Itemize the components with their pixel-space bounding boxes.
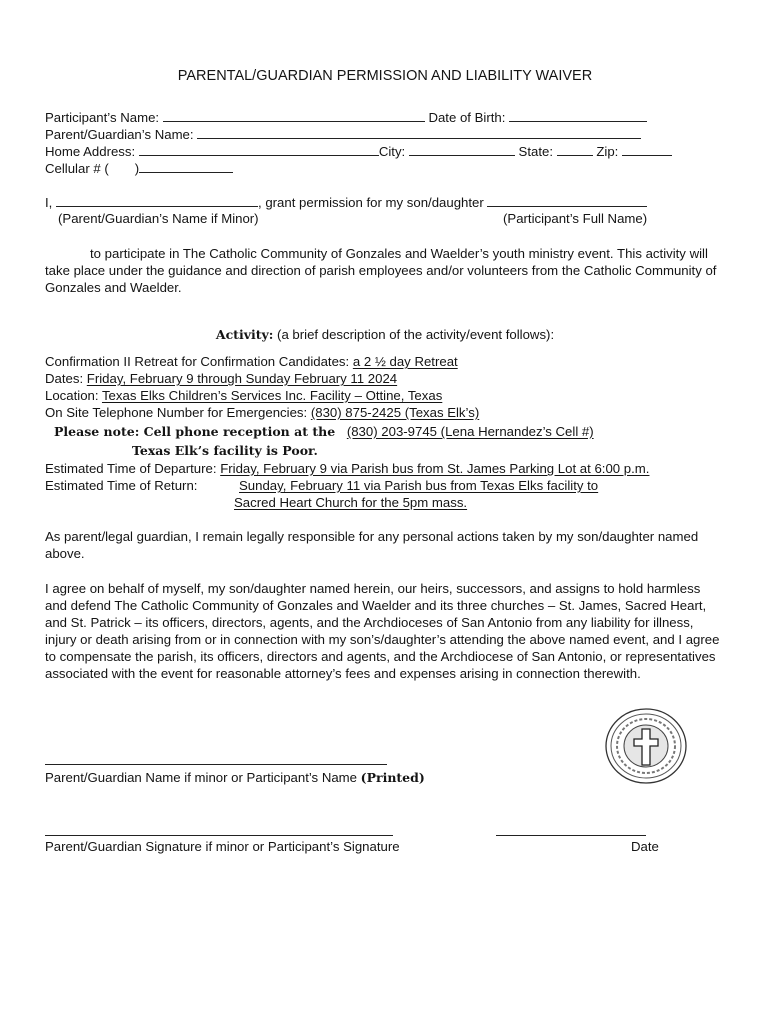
location-label: Location:: [45, 388, 99, 403]
phone-value: (830) 875-2425 (Texas Elk’s): [310, 405, 480, 420]
printed-name-line[interactable]: [45, 764, 387, 765]
cellular-close: ): [134, 161, 140, 176]
responsibility-paragraph: As parent/legal guardian, I remain legally responsible for any personal actions taken by my son/daughter named above.: [45, 529, 699, 561]
date-line[interactable]: [496, 835, 646, 836]
participant-full-name-field[interactable]: [487, 194, 647, 207]
cellular-row: [45, 160, 233, 177]
departure-label: Estimated Time of Departure:: [45, 461, 217, 476]
participant-name-field[interactable]: [163, 109, 425, 122]
parent-name-grant-field[interactable]: [56, 194, 258, 207]
note-row: [54, 423, 594, 440]
note-phone: (830) 203-9745 (Lena Hernandez’s Cell #): [346, 424, 594, 439]
signature-label: Parent/Guardian Signature if minor or Participant’s Signature: [45, 839, 400, 854]
dates-label: Dates:: [45, 371, 84, 386]
date-of-birth-field[interactable]: [509, 109, 647, 122]
participant-name-row: [45, 109, 647, 126]
phone-label: On Site Telephone Number for Emergencies:: [45, 405, 308, 420]
state-label: State:: [518, 144, 554, 159]
area-code-field[interactable]: [109, 161, 135, 173]
activity-heading-note: (a brief description of the activity/event follows):: [277, 327, 555, 342]
activity-heading: Activity:: [215, 327, 274, 342]
address-row: [45, 143, 672, 160]
date-label: Date: [631, 839, 659, 854]
location-value: Texas Elks Children’s Services Inc. Facility – Ottine, Texas: [101, 388, 443, 403]
location-row: [45, 387, 442, 404]
activity-heading-row: [0, 326, 770, 343]
departure-value: Friday, February 9 via Parish bus from St. James Parking Lot at 6:00 p.m.: [220, 461, 650, 476]
phone-row: [45, 404, 479, 421]
departure-row: [45, 460, 649, 477]
signature-line[interactable]: [45, 835, 393, 836]
zip-label: Zip:: [596, 144, 619, 159]
retreat-row: [45, 353, 458, 370]
return-value-1: Sunday, February 11 via Parish bus from Texas Elks facility to: [239, 478, 599, 493]
zip-field[interactable]: [622, 143, 672, 156]
printed-name-caption: [45, 769, 425, 786]
city-label: City:: [378, 144, 406, 159]
state-field[interactable]: [557, 143, 593, 156]
home-address-field[interactable]: [139, 143, 379, 156]
note-line-1: Please note: Cell phone reception at the: [54, 424, 336, 439]
grant-row: [45, 194, 647, 211]
home-address-label: Home Address:: [45, 144, 136, 159]
printed-tag: (Printed): [360, 770, 425, 785]
i-label: I,: [45, 195, 53, 210]
participant-caption: (Participant’s Full Name): [503, 211, 648, 226]
waiver-paragraph: I agree on behalf of myself, my son/daughter named herein, our heirs, successors, and assigns to hold harmless and defend The Catholic Community of Gonzales and Waelder and its three churches – St. James, Sacred Heart, and St. Patrick – its officers, directors, agents, and the Archdioceses of San Antonio from any liability for illness, injury or death arising from or in connection with my son’s/daughter’s attending the above named event, and I agree to compensate the parish, its officers, directors and agents, and the Archdiocese of San Antonio, or representatives associated with the event for reasonable attorney’s fees and expenses arising in connection therewith.: [45, 581, 720, 681]
page-title: PARENTAL/GUARDIAN PERMISSION AND LIABILITY WAIVER: [177, 68, 593, 84]
parent-name-label: Parent/Guardian’s Name:: [45, 127, 194, 142]
dates-value: Friday, February 9 through Sunday February 11 2024: [86, 371, 398, 386]
grant-text: , grant permission for my son/daughter: [258, 195, 484, 210]
parent-name-row: [45, 126, 641, 143]
cross-emblem-icon: [604, 707, 688, 785]
date-of-birth-label: Date of Birth:: [428, 110, 506, 125]
note-line-2: Texas Elk’s facility is Poor.: [132, 443, 318, 458]
dates-row: [45, 370, 397, 387]
printed-name-label: Parent/Guardian Name if minor or Participant’s Name: [45, 770, 357, 785]
retreat-label: Confirmation II Retreat for Confirmation Candidates:: [45, 354, 350, 369]
return-value-2: Sacred Heart Church for the 5pm mass.: [234, 495, 468, 510]
parent-name-field[interactable]: [197, 126, 641, 139]
return-label: Estimated Time of Return:: [45, 478, 198, 493]
cellular-label: Cellular # (: [45, 161, 109, 176]
cellular-field[interactable]: [139, 160, 233, 173]
participant-name-label: Participant’s Name:: [45, 110, 160, 125]
retreat-value: a 2 ½ day Retreat: [352, 354, 458, 369]
city-field[interactable]: [409, 143, 515, 156]
purpose-paragraph: to participate in The Catholic Community of Gonzales and Waelder’s youth ministry event. This activity will take place under the guidance and direction of parish employees and/or volunteers from the Catholic Community of Gonzales and Waelder.: [45, 246, 717, 295]
parent-caption: (Parent/Guardian’s Name if Minor): [58, 211, 259, 226]
